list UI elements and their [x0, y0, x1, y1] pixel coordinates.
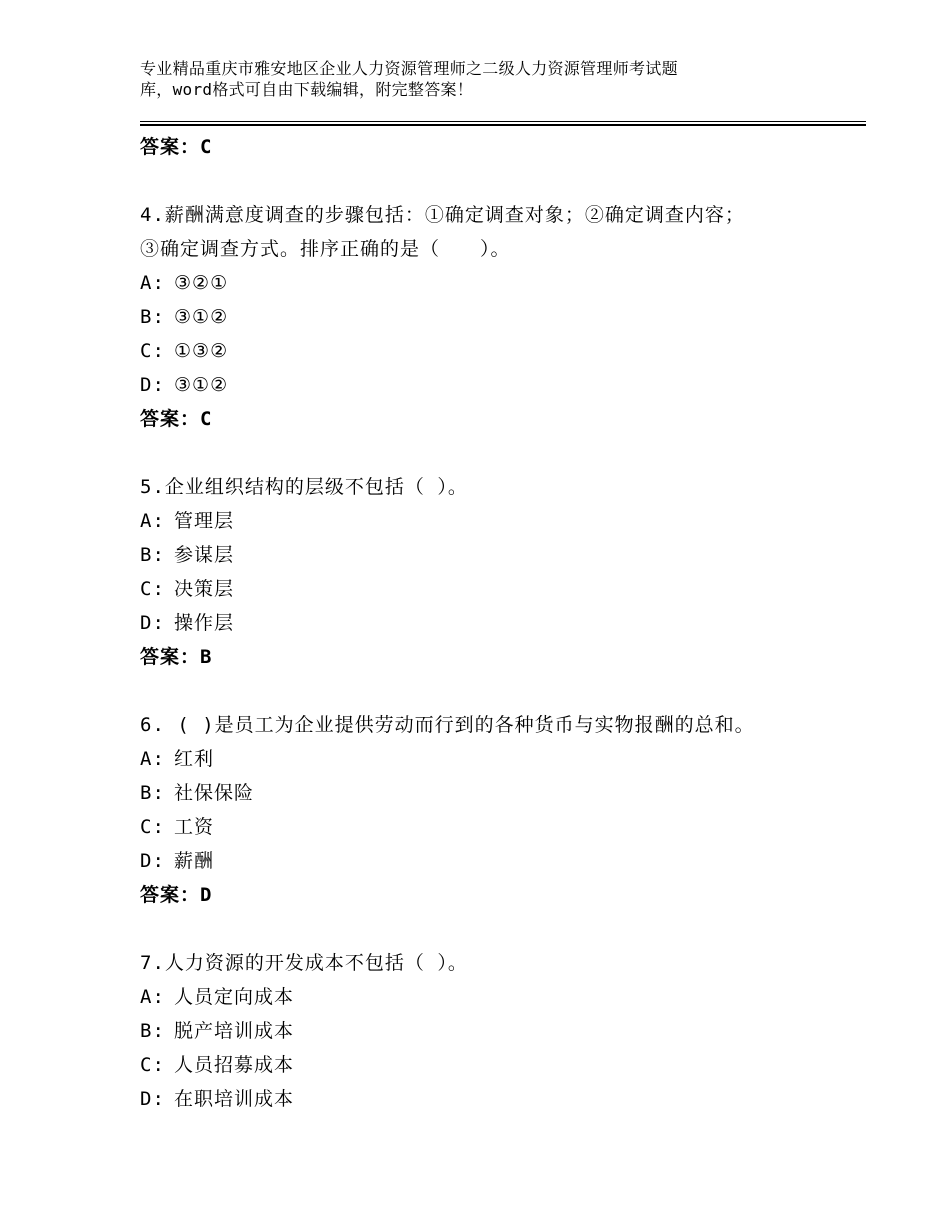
option-letter: C:: [140, 816, 165, 838]
option-text: 人员招募成本: [174, 1054, 295, 1076]
option-text: 参谋层: [174, 544, 235, 566]
option-letter: B:: [140, 782, 165, 804]
option-b: [140, 300, 866, 334]
option-text: ③①②: [174, 306, 229, 328]
option-b: [140, 776, 866, 810]
option-d: [140, 368, 866, 402]
option-text: 脱产培训成本: [174, 1020, 295, 1042]
question-4: [140, 198, 866, 436]
option-b: [140, 538, 866, 572]
option-c: [140, 572, 866, 606]
option-letter: C:: [140, 340, 165, 362]
spacer: [140, 436, 866, 470]
option-text: ③②①: [174, 272, 229, 294]
option-letter: A:: [140, 748, 165, 770]
option-text: 薪酬: [174, 850, 215, 872]
option-letter: D:: [140, 374, 165, 396]
option-text: 红利: [174, 748, 215, 770]
answer-q3: 答案：C: [140, 136, 213, 158]
option-c: [140, 810, 866, 844]
answer: 答案：B: [140, 646, 213, 668]
question-content: [140, 130, 866, 1116]
option-letter: A:: [140, 986, 165, 1008]
option-text: 在职培训成本: [174, 1088, 295, 1110]
option-letter: C:: [140, 1054, 165, 1076]
question-stem: 7.人力资源的开发成本不包括（ ）。: [140, 952, 468, 974]
option-c: [140, 334, 866, 368]
question-7: [140, 946, 866, 1116]
option-a: [140, 742, 866, 776]
option-letter: C:: [140, 578, 165, 600]
option-text: ③①②: [174, 374, 229, 396]
spacer: [140, 164, 866, 198]
question-6: [140, 708, 866, 912]
option-letter: D:: [140, 612, 165, 634]
answer: 答案：D: [140, 884, 213, 906]
option-text: 社保保险: [174, 782, 255, 804]
option-b: [140, 1014, 866, 1048]
option-letter: D:: [140, 850, 165, 872]
option-text: 工资: [174, 816, 215, 838]
question-stem-continued: ③确定调查方式。排序正确的是（ ）。: [140, 238, 511, 260]
option-d: [140, 606, 866, 640]
option-text: 人员定向成本: [174, 986, 295, 1008]
header-divider-thin: [140, 121, 866, 122]
question-5: [140, 470, 866, 674]
option-c: [140, 1048, 866, 1082]
header-title-line-2: 库，word格式可自由下载编辑，附完整答案！: [140, 80, 474, 99]
spacer: [140, 674, 866, 708]
page-header: [140, 58, 800, 100]
header-divider-thick: [140, 124, 866, 126]
option-letter: A:: [140, 510, 165, 532]
option-letter: B:: [140, 1020, 165, 1042]
option-text: 操作层: [174, 612, 235, 634]
option-letter: B:: [140, 306, 165, 328]
option-a: [140, 980, 866, 1014]
option-a: [140, 266, 866, 300]
spacer: [140, 912, 866, 946]
question-stem: 4.薪酬满意度调查的步骤包括：①确定调查对象；②确定调查内容；: [140, 204, 745, 226]
option-text: ①③②: [174, 340, 229, 362]
option-letter: A:: [140, 272, 165, 294]
question-stem: 5.企业组织结构的层级不包括（ ）。: [140, 476, 468, 498]
question-stem: 6. ( )是员工为企业提供劳动而行到的各种货币与实物报酬的总和。: [140, 714, 755, 736]
option-d: [140, 1082, 866, 1116]
answer: 答案：C: [140, 408, 213, 430]
header-title-line-1: 专业精品重庆市雅安地区企业人力资源管理师之二级人力资源管理师考试题: [140, 59, 678, 78]
option-a: [140, 504, 866, 538]
option-letter: D:: [140, 1088, 165, 1110]
option-d: [140, 844, 866, 878]
option-text: 管理层: [174, 510, 235, 532]
option-text: 决策层: [174, 578, 235, 600]
option-letter: B:: [140, 544, 165, 566]
